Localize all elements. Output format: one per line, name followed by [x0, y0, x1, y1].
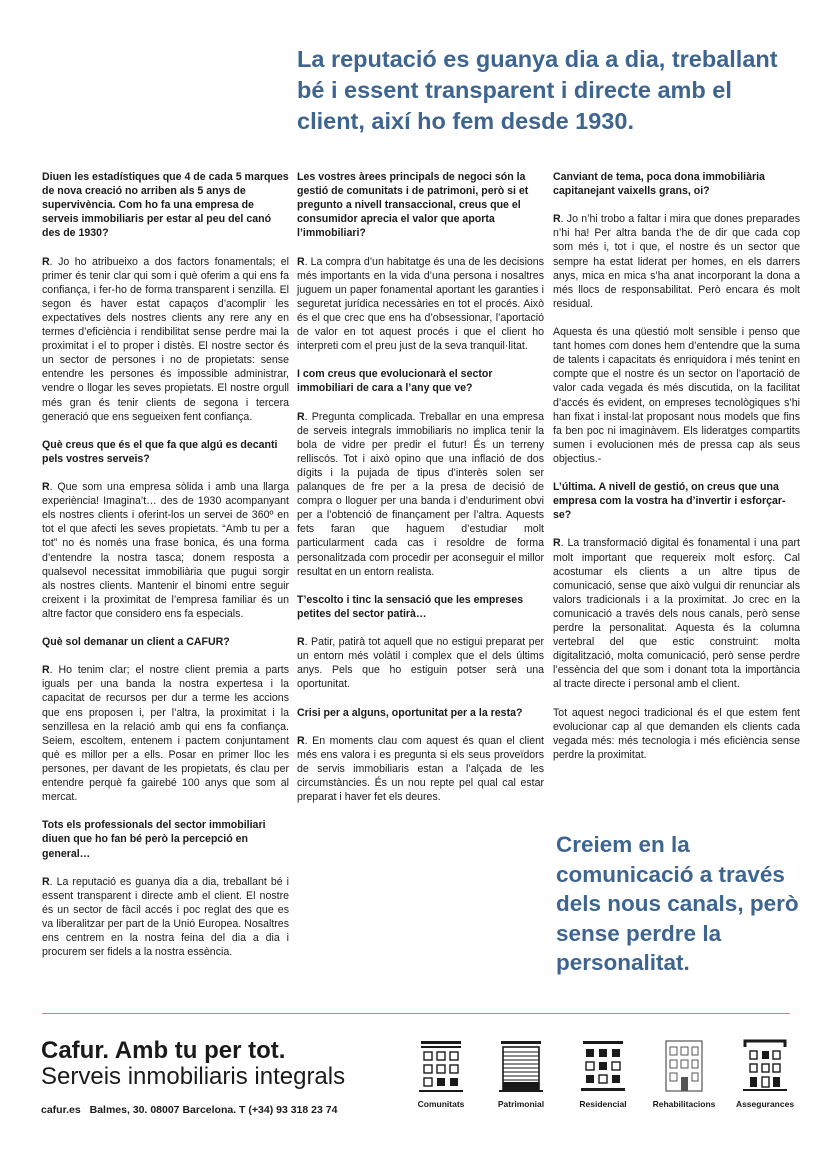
answer-lead: R	[297, 734, 305, 747]
interview-answer	[297, 255, 544, 354]
residential-building-icon	[580, 1037, 626, 1093]
answer-text: Aquesta és una qüestió molt sensible i penso que tant homes com dones hem d’entendre que la suma de talents i capacitats és enriquidora i més tenint en compte que el nostre és un sector on l’aportació de valor cada vegada és més discutida, on la facilitat d’accés és evident, on empreses tecnològiques s’hi han fixat i instal·lat proposant nous models que fins fa ben poc ni imaginàvem. Els lideratges compartits sumen i evolucionen més de pressa cap als seus objectius.-	[553, 326, 800, 465]
interview-answer	[42, 255, 289, 424]
answer-text: . Jo n’hi trobo a faltar i mira que dones preparades n’hi ha! Per altra banda t’he de dir que cada cop som més i, tot i que, el nostre és un sector que sempre ha estat liderat per homes, en els darrers anys, mica en mica s’ha anat incorporant la dona a més llocs de responsabilitat. Però encara és molt residual.	[553, 213, 800, 310]
answer-text: . En moments clau com aquest és quan el client més ens valora i es pregunta si els seus proveïdors de servis immobiliaris estan a l’alçada de les circumstàncies. És un nou repte pel qual cal estar preparat i haver fet els deures.	[297, 734, 544, 804]
answer-text: . La transformació digital és fonamental i una part molt important que requereix molt esforç. Cal acostumar els clients a un altre tipus de comunicació, sense que això vulgui dir renunciar als valors tradicionals i a la proximitat. Jo crec en la comunicació a través dels nous canals, però sense perdre la personalitat. Aquesta és la columna vertebral del que estic construint: molta digitalització, molta comunicació, però sense perdre l’essència del que som i donant tota la importància al tracte directe i personal amb el client.	[553, 537, 800, 691]
pull-quote: Creiem en la comunicació a través dels nous canals, però sense perdre la personalitat.	[556, 832, 799, 975]
interview-question: L’última. A nivell de gestió, on creus que una empresa com la vostra ha d’invertir i esforçar-se?	[553, 481, 786, 522]
interview-question: Tots els professionals del sector immobiliari diuen que ho fan bé però la percepció en general…	[42, 819, 266, 860]
column-2	[297, 170, 544, 818]
interview-answer	[553, 212, 800, 311]
answer-text: . Ho tenim clar; el nostre client premia a parts iguals per una banda la nostra expertesa i la capacitat de recursos per dur a terme les accions que ens proposen i, per l’altra, la proximitat i la senzillesa en la relació amb qui ens fa confiança. Seiem, escoltem, entenem i pactem conjuntament què es millor per a ells. Posar en primer lloc les persones, per davant de les propietats, és clau per entendre perquè fa gairebé 100 anys que som al mercat.	[42, 664, 289, 804]
interview-answer	[42, 663, 289, 804]
brand-title: Cafur. Amb tu per tot.	[41, 1037, 286, 1064]
service-rehabilitacions	[644, 1037, 724, 1109]
interview-question: I com creus que evolucionarà el sector immobiliari de cara a l’any que ve?	[297, 368, 493, 395]
divider	[42, 1013, 790, 1014]
interview-answer	[297, 635, 544, 691]
answer-lead: R	[553, 213, 561, 226]
answer-lead: R	[297, 255, 305, 268]
community-building-icon	[418, 1037, 464, 1093]
answer-lead: R	[553, 537, 561, 550]
column-3	[553, 170, 800, 776]
service-label: Residencial	[579, 1099, 627, 1109]
interview-question: Què creus que és el que fa que algú es decanti pels vostres serveis?	[42, 438, 278, 465]
patrimonial-building-icon	[498, 1037, 544, 1093]
service-residencial	[563, 1037, 643, 1109]
interview-answer	[42, 875, 289, 960]
service-label: Patrimonial	[497, 1099, 545, 1109]
interview-question: Què sol demanar un client a CAFUR?	[42, 636, 230, 649]
interview-question: Crisi per a alguns, oportunitat per a la resta?	[297, 706, 523, 719]
answer-text: . Patir, patirà tot aquell que no estigui preparat per un entorn més volàtil i complex que el dels últims anys. Pels que ho estiguin potser serà una oportunitat.	[297, 636, 544, 691]
interview-answer	[297, 734, 544, 804]
answer-text: . La reputació es guanya dia a dia, treballant bé i essent transparent i directe amb el client. El nostre és un sector de fàcil accés i poc reglat des que es va liberalitzar per part de la Unió Europea. Nosaltres ens centrem en la nostra feina del dia a dia i procurem ser fidels a la nostra essència.	[42, 875, 289, 959]
service-label: Rehabilitacions	[652, 1099, 716, 1109]
answer-lead: R	[42, 255, 50, 268]
interview-answer	[553, 706, 800, 762]
answer-lead: R	[297, 410, 305, 423]
answer-text: . La compra d’un habitatge és una de les decisions més importants en la vida d’una persona i nosaltres juguem un paper fonamental aportant les garanties i seguretat jurídica necessàries en tot el procés. Això és el que crec que ens ha d’obsessionar, l’aportació de valor en tot aquest procés i que el client ho interpreti com el preu just de la seva tranquil·litat.	[297, 255, 544, 353]
insurance-building-icon	[742, 1037, 788, 1093]
interview-answer	[42, 480, 289, 621]
answer-text: Tot aquest negoci tradicional és el que estem fent evolucionar cap al que demanden els clients cada vegada més: més tecnologia i més eficiència sense perdre la proximitat.	[553, 706, 800, 761]
answer-text: . Pregunta complicada. Treballar en una empresa de serveis integrals immobiliaris no implica tenir la bola de vidre per predir el futur! És un terreny relliscós. Tot i això opino que una inflació de dos dígits i la pujada de tipus d’interès solen ser palanques de fre per a la presa de decisió de compra o lloguer per una banda i d’enduriment obvi per a l’obtenció de finançament per l’altra. Aquests fets faran que haguem d’estudiar molt particularment cada cas i resoldre de forma personalitzada com procedir per aconseguir el millor resultat en un entorn realista.	[297, 410, 544, 578]
answer-text: . Jo ho atribueixo a dos factors fonamentals; el primer és tenir clar qui som i què oferim a qui ens fa confiança, i fer-ho de forma transparent i senzilla. El segon és haver estat capaços d’acomplir les expectatives dels nostres clients any rere any en termes d’eficiència i rendibilitat sense perdre mai la proximitat i el to proper i distès. El nostre sector és un sector de persones i no de propietats: sense entendre les persones és impossible administrar, vendre o llogar les seves propietats. El nostre orgull més gran és tenir clients de segona i tercera generació que ens segueixen fent confiança.	[42, 255, 289, 423]
headline: La reputació es guanya dia a dia, treballant bé i essent transparent i directe amb el client, així ho fem desde 1930.	[297, 46, 778, 134]
answer-text: . Que som una empresa sòlida i amb una llarga experiència! Imagina’t… des de 1930 acompanyant els nostres clients i oferint-los un servei de 360º en tot el que afecti les seves propietats. “Amb tu per a tot” no és només una frase bonica, és una forma d’entendre la nostra tasca; donem resposta a qualsevol necessitat immobiliària que pugui sorgir als nostres clients. Mantenir el binomi entre seguir creixent i la proximitat de l’empresa familiar és un altre factor que considero ens fa especials.	[42, 481, 289, 620]
rehabilitation-building-icon	[661, 1037, 707, 1093]
service-assegurances	[725, 1037, 805, 1109]
service-label: Assegurances	[735, 1099, 795, 1109]
answer-lead: R	[42, 481, 50, 494]
interview-question: Les vostres àrees principals de negoci són la gestió de comunitats i de patrimoni, però si et pregunto a nivell transaccional, creus que el consumidor aprecia el valor que aporta l’immobiliari?	[297, 171, 529, 240]
address-text: Balmes, 30. 08007 Barcelona. T (+34) 93 318 23 74	[89, 1104, 338, 1116]
interview-answer	[553, 325, 800, 466]
interview-question: Canviant de tema, poca dona immobiliària capitanejant vaixells grans, oi?	[553, 171, 765, 198]
service-patrimonial	[481, 1037, 561, 1109]
answer-lead: R	[297, 636, 305, 649]
interview-question: Diuen les estadístiques que 4 de cada 5 marques de nova creació no arriben als 5 anys de supervivència. Com ho fa una empresa de serveis immobiliaris per estar al peu del canó des de 1930?	[42, 171, 289, 240]
interview-answer	[553, 536, 800, 691]
contact-line	[41, 1104, 343, 1116]
column-1	[42, 170, 289, 973]
interview-question: T’escolto i tinc la sensació que les empreses petites del sector patirà…	[297, 593, 524, 620]
answer-lead: R	[42, 875, 50, 888]
answer-lead: R	[42, 664, 50, 677]
service-comunitats	[401, 1037, 481, 1109]
service-label: Comunitats	[417, 1099, 465, 1109]
interview-answer	[297, 410, 544, 579]
website-link[interactable]: cafur.es	[41, 1104, 81, 1116]
brand-subtitle: Serveis inmobiliaris integrals	[41, 1063, 346, 1090]
